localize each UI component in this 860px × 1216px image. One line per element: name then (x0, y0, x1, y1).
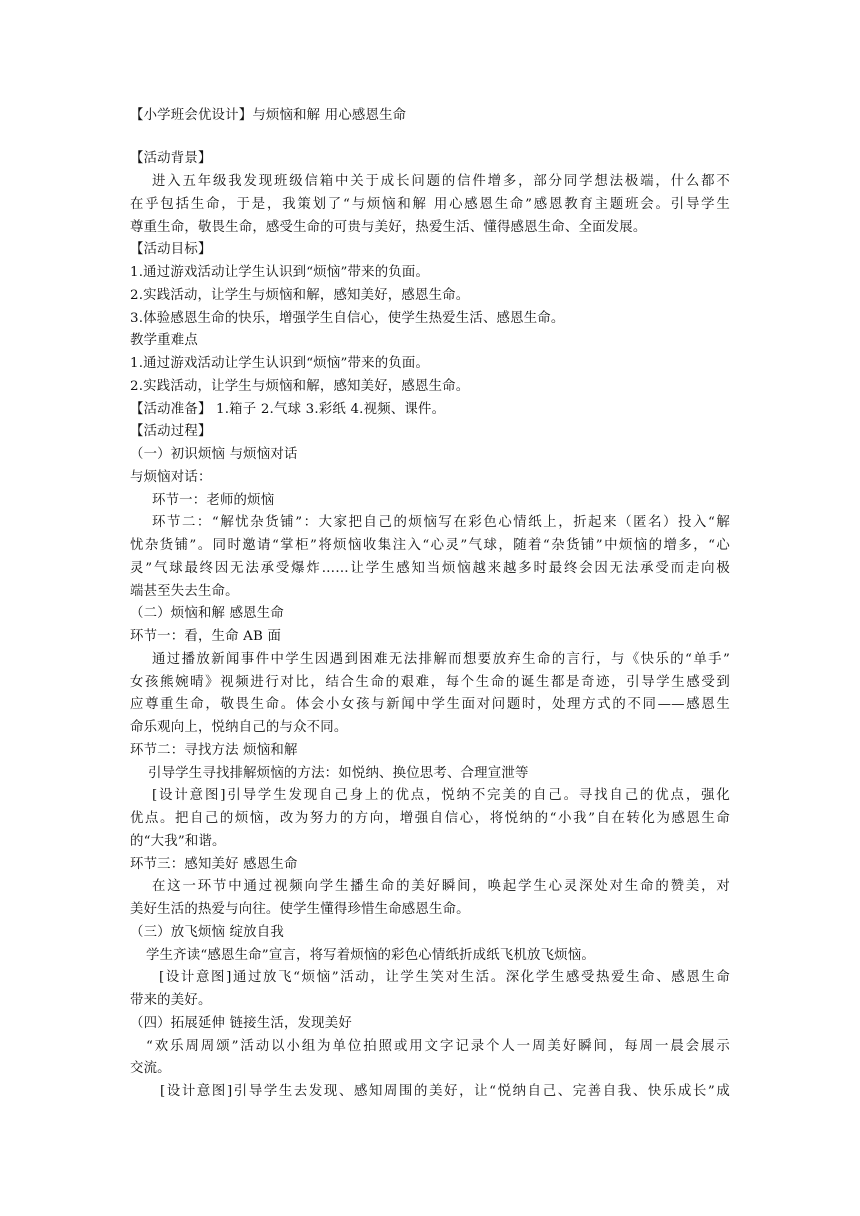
paragraph-line: [设计意图]引导学生去发现、感知周围的美好，让“悦纳自己、完善自我、快乐成长”成 (160, 1084, 730, 1099)
document-title: 【小学班会优设计】与烦恼和解 用心感恩生命 (130, 108, 407, 123)
paragraph-line: 灵”气球最终因无法承受爆炸……让学生感知当烦恼越来越多时最终会因无法承受而走向极 (130, 561, 730, 576)
section-heading: 【活动目标】 (130, 242, 212, 257)
paragraph-line: 在乎包括生命，于是，我策划了“与烦恼和解 用心感恩生命”感恩教育主题班会。引导学生 (130, 197, 730, 212)
paragraph-line: 女孩熊婉晴》视频进行对比，结合生命的艰难，每个生命的诞生都是奇迹，引导学生感受到 (130, 675, 730, 690)
section-heading: 【活动过程】 (130, 424, 212, 439)
paragraph-line: [设计意图]引导学生发现自己身上的优点，悦纳不完美的自己。寻找自己的优点，强化 (152, 788, 730, 803)
paragraph-line: 忧杂货铺”。同时邀请“掌柜”将烦恼收集注入“心灵”气球，随着“杂货铺”中烦恼的增多，“心 (130, 538, 730, 553)
paragraph-line: 环节二：寻找方法 烦恼和解 (130, 743, 298, 758)
subsection-heading: （四）拓展延伸 链接生活，发现美好 (130, 1016, 352, 1031)
paragraph-line: 进入五年级我发现班级信箱中关于成长问题的信件增多，部分同学想法极端，什么都不 (152, 174, 730, 189)
paragraph-line: 尊重生命，敬畏生命，感受生命的可贵与美好，热爱生活、懂得感恩生命、全面发展。 (130, 220, 647, 235)
list-item: 3.体验感恩生命的快乐，增强学生自信心，使学生热爱生活、感恩生命。 (130, 311, 565, 326)
paragraph-line: 环节三：感知美好 感恩生命 (130, 857, 298, 872)
paragraph-line: 环节二：“解忧杂货铺”：大家把自己的烦恼写在彩色心情纸上，折起来（匿名）投入“解 (152, 515, 730, 530)
paragraph-line: 应尊重生命，敬畏生命。体会小女孩与新闻中学生面对问题时，处理方式的不同——感恩生 (130, 697, 730, 712)
paragraph-line: 通过播放新闻事件中学生因遇到困难无法排解而想要放弃生命的言行，与《快乐的“单手” (152, 652, 730, 667)
list-item: 1.通过游戏活动让学生认识到“烦恼”带来的负面。 (130, 265, 430, 280)
paragraph-line: 优点。把自己的烦恼，改为努力的方向，增强自信心，将悦纳的“小我”自在转化为感恩生命 (130, 811, 730, 826)
paragraph-line: 的“大我”和谐。 (130, 834, 226, 849)
section-heading: 【活动背景】 (130, 151, 212, 166)
paragraph-line: 在这一环节中通过视频向学生播生命的美好瞬间，唤起学生心灵深处对生命的赞美，对 (152, 879, 730, 894)
paragraph-line: 与烦恼对话： (130, 470, 212, 485)
paragraph-line: [设计意图]通过放飞“烦恼”活动，让学生笑对生活。深化学生感受热爱生命、感恩生命 (159, 970, 730, 985)
paragraph-line: 环节一：看，生命 AB 面 (130, 629, 282, 644)
paragraph-line: 端甚至失去生命。 (130, 584, 239, 599)
list-item: 2.实践活动，让学生与烦恼和解，感知美好，感恩生命。 (130, 288, 470, 303)
subsection-heading: （三）放飞烦恼 绽放自我 (130, 925, 284, 940)
subsection-heading: （一）初识烦恼 与烦恼对话 (130, 447, 298, 462)
list-item: 2.实践活动，让学生与烦恼和解，感知美好，感恩生命。 (130, 379, 470, 394)
subsection-heading: （二）烦恼和解 感恩生命 (130, 606, 284, 621)
paragraph-line: 美好生活的热爱与向往。使学生懂得珍惜生命感恩生命。 (130, 902, 470, 917)
paragraph-line: 命乐观向上，悦纳自己的与众不同。 (130, 720, 348, 735)
paragraph-line: 带来的美好。 (130, 993, 212, 1008)
paragraph-line: “欢乐周周颂”活动以小组为单位拍照或用文字记录个人一周美好瞬间，每周一晨会展示 (146, 1039, 730, 1054)
list-item: 1.通过游戏活动让学生认识到“烦恼”带来的负面。 (130, 356, 430, 371)
section-heading: 教学重难点 (130, 333, 198, 348)
section-heading: 【活动准备】 1.箱子 2.气球 3.彩纸 4.视频、课件。 (130, 402, 446, 417)
paragraph-line: 引导学生寻找排解烦恼的方法：如悦纳、换位思考、合理宣泄等 (148, 766, 529, 781)
paragraph-line: 环节一：老师的烦恼 (152, 493, 275, 508)
paragraph-line: 交流。 (130, 1061, 171, 1076)
paragraph-line: 学生齐读“感恩生命”宣言，将写着烦恼的彩色心情纸折成纸飞机放飞烦恼。 (146, 948, 595, 963)
